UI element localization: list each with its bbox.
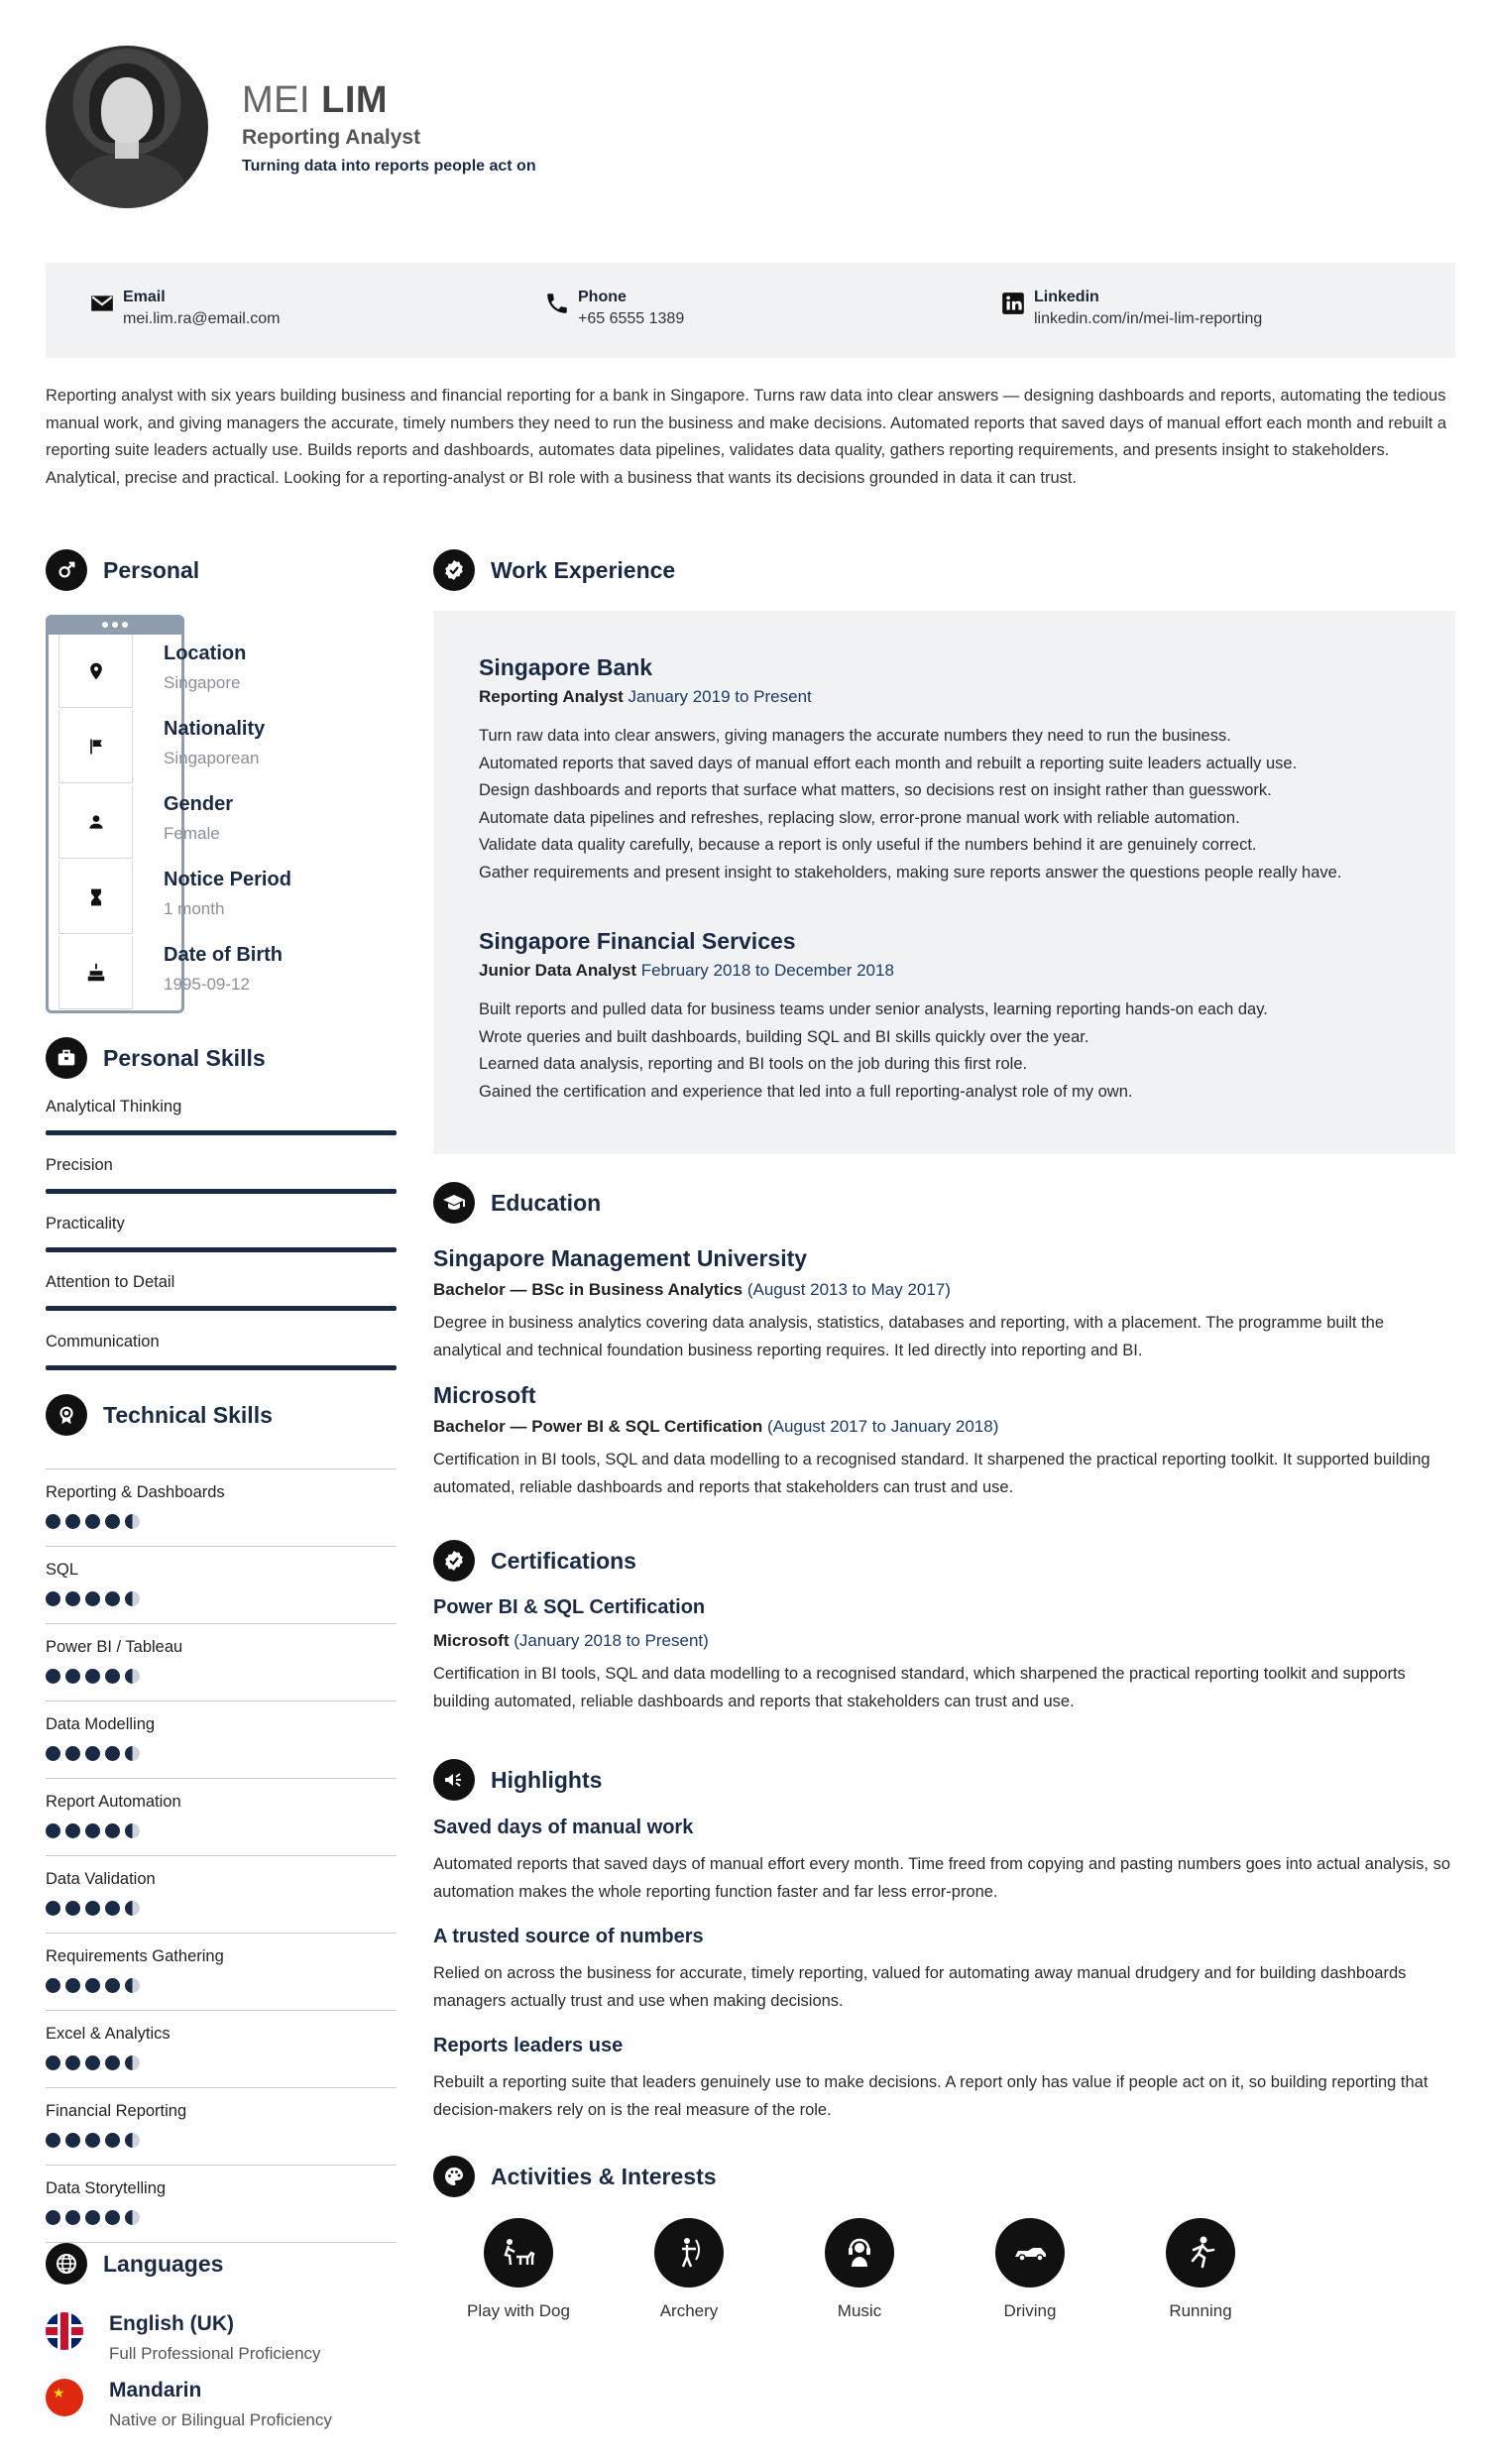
contact-phone[interactable] bbox=[544, 289, 684, 328]
uk-flag-icon bbox=[46, 2312, 83, 2350]
job-bullet: Learned data analysis, reporting and BI tools on the job during this first role. bbox=[479, 1055, 1028, 1073]
technical-skill-item bbox=[46, 1546, 397, 1606]
personal-label: Date of Birth bbox=[164, 944, 283, 966]
personal-value: Female bbox=[164, 824, 220, 843]
rating-dot bbox=[85, 1591, 100, 1606]
rating-dot bbox=[46, 1591, 60, 1606]
full-name bbox=[242, 78, 536, 122]
flag-icon bbox=[58, 710, 133, 783]
rating-dot bbox=[105, 1669, 120, 1684]
job-bullet: Design dashboards and reports that surface what matters, so decisions rest on insight rather than guesswork. bbox=[479, 781, 1272, 799]
rating-dot bbox=[105, 1746, 120, 1761]
rating-dot bbox=[46, 2055, 60, 2070]
rating-dot bbox=[65, 2133, 80, 2148]
personal-notice-period bbox=[164, 869, 291, 919]
last-name: LIM bbox=[321, 79, 389, 121]
rating-dot bbox=[46, 1746, 60, 1761]
degree: Bachelor — BSc in Business Analytics bbox=[433, 1280, 744, 1299]
hourglass-icon bbox=[58, 861, 133, 934]
skill-rating bbox=[46, 2210, 397, 2225]
skill-name: Requirements Gathering bbox=[46, 1947, 224, 1965]
skill-rating bbox=[46, 1746, 397, 1761]
interest-label: Archery bbox=[659, 2301, 719, 2320]
rating-dot bbox=[46, 1978, 60, 1993]
contact-linkedin[interactable] bbox=[1000, 289, 1262, 328]
rating-dot bbox=[125, 1669, 140, 1684]
interest-item bbox=[459, 2218, 578, 2321]
certification-description: Certification in BI tools, SQL and data modelling to a recognised standard, which sharpened the practical reporting toolkit and supports building automated, reliable dashboards and reports that stakeholders can trust and use. bbox=[433, 1665, 1406, 1710]
section-heading: Technical Skills bbox=[103, 1401, 273, 1428]
section-heading: Education bbox=[491, 1189, 602, 1216]
section-heading: Highlights bbox=[491, 1766, 603, 1793]
skill-rating bbox=[46, 1591, 397, 1606]
rating-dot bbox=[46, 1514, 60, 1529]
language-item bbox=[46, 2379, 332, 2430]
skill-rating bbox=[46, 1669, 397, 1684]
personal-value: 1 month bbox=[164, 899, 225, 918]
certificate-badge-icon bbox=[433, 1540, 475, 1582]
rating-dot bbox=[85, 1823, 100, 1838]
highlight-description: Relied on across the business for accurate, timely reporting, valued for automating away manual drudgery and for building dashboards managers actually trust and use when making decisions. bbox=[433, 1964, 1407, 2010]
email-label: Email bbox=[123, 289, 166, 305]
section-heading: Languages bbox=[103, 2250, 224, 2277]
linkedin-label: Linkedin bbox=[1034, 289, 1099, 305]
job-bullet: Validate data quality carefully, because a report is only useful if the numbers behind it are genuinely correct. bbox=[479, 836, 1257, 854]
personal-value: Singaporean bbox=[164, 749, 260, 767]
language-name: English (UK) bbox=[109, 2312, 234, 2335]
school-name: Singapore Management University bbox=[433, 1245, 808, 1271]
degree: Bachelor — Power BI & SQL Certification bbox=[433, 1417, 763, 1436]
personal-skill-item bbox=[46, 1273, 397, 1311]
interest-item bbox=[800, 2218, 919, 2321]
rating-dot bbox=[65, 1591, 80, 1606]
rating-dot bbox=[85, 1901, 100, 1916]
rating-dot bbox=[65, 1978, 80, 1993]
highlight-item bbox=[433, 1817, 1455, 1906]
car-icon bbox=[995, 2218, 1065, 2288]
job-bullet: Wrote queries and built dashboards, building SQL and BI skills quickly over the year. bbox=[479, 1027, 1089, 1046]
skill-name: Data Modelling bbox=[46, 1715, 156, 1733]
highlight-item bbox=[433, 2035, 1455, 2124]
rating-dot bbox=[105, 2210, 120, 2225]
tagline: Turning data into reports people act on bbox=[242, 158, 536, 175]
technical-skill-item bbox=[46, 2165, 397, 2225]
technical-skill-item bbox=[46, 1468, 397, 1529]
skill-name: Precision bbox=[46, 1156, 113, 1174]
phone-icon bbox=[544, 291, 570, 316]
section-heading: Personal bbox=[103, 556, 200, 583]
job-bullet: Automated reports that saved days of manual effort each month and rebuilt a reporting suite leaders actually use. bbox=[479, 754, 1298, 772]
rating-dot bbox=[85, 1978, 100, 1993]
skill-rating bbox=[46, 1514, 397, 1529]
skill-bar bbox=[46, 1189, 397, 1194]
job-entry bbox=[479, 928, 1421, 1106]
education-section-title bbox=[433, 1182, 601, 1224]
work-experience-panel bbox=[433, 611, 1455, 1154]
certifications-section-title bbox=[433, 1540, 636, 1582]
rating-dot bbox=[105, 1901, 120, 1916]
interest-label: Driving bbox=[1003, 2301, 1057, 2320]
profile-summary: Reporting analyst with six years building business and financial reporting for a bank in Singapore. Turns raw data into clear answers — designing dashboards and reports, automating the tedious manual work, and giving managers the accurate, timely numbers they need to run the business and make decisions. Automated reports that saved days of manual effort each month and rebuilt a reporting suite leaders actually use. Builds reports and dashboards, automates data pipelines, validates data quality, gathers reporting requirements, and presents insight to stakeholders. Analytical, precise and practical. Looking for a reporting-analyst or BI role with a business that wants its decisions grounded in data it can trust. bbox=[46, 387, 1447, 487]
rating-dot bbox=[85, 1514, 100, 1529]
skill-name: SQL bbox=[46, 1561, 79, 1579]
rating-dot bbox=[125, 1901, 140, 1916]
rating-dot bbox=[125, 1591, 140, 1606]
job-title: Reporting Analyst bbox=[479, 687, 624, 706]
rating-dot bbox=[46, 1901, 60, 1916]
skill-name: Communication bbox=[46, 1333, 160, 1350]
skill-rating bbox=[46, 1901, 397, 1916]
skill-bar bbox=[46, 1365, 397, 1370]
contact-bar bbox=[46, 263, 1455, 358]
interest-item bbox=[971, 2218, 1089, 2321]
first-name: MEI bbox=[242, 79, 311, 121]
company-name: Singapore Bank bbox=[479, 654, 653, 680]
technical-skill-item bbox=[46, 1701, 397, 1761]
languages-section-title bbox=[46, 2243, 223, 2285]
rating-dot bbox=[105, 2133, 120, 2148]
language-level: Full Professional Proficiency bbox=[109, 2344, 321, 2363]
rating-dot bbox=[65, 2055, 80, 2070]
skill-name: Analytical Thinking bbox=[46, 1098, 182, 1115]
resume-header bbox=[46, 46, 536, 208]
rating-dot bbox=[65, 1669, 80, 1684]
skill-rating bbox=[46, 1978, 397, 1993]
personal-label: Gender bbox=[164, 793, 234, 815]
skill-name: Reporting & Dashboards bbox=[46, 1483, 225, 1501]
personal-skill-item bbox=[46, 1333, 397, 1370]
rating-dot bbox=[125, 1978, 140, 1993]
rating-dot bbox=[105, 1978, 120, 1993]
skill-rating bbox=[46, 2055, 397, 2070]
skill-name: Data Validation bbox=[46, 1870, 156, 1888]
archery-icon bbox=[654, 2218, 724, 2288]
personal-skill-item bbox=[46, 1215, 397, 1252]
verified-badge-icon bbox=[433, 549, 475, 591]
rating-dot bbox=[85, 2055, 100, 2070]
rating-dot bbox=[65, 1746, 80, 1761]
rating-dot bbox=[105, 2055, 120, 2070]
skill-rating bbox=[46, 2133, 397, 2148]
personal-dob bbox=[164, 944, 283, 995]
rating-dot bbox=[105, 1591, 120, 1606]
email-icon bbox=[89, 291, 115, 316]
rating-dot bbox=[85, 2210, 100, 2225]
rating-dot bbox=[125, 1823, 140, 1838]
interest-label: Running bbox=[1169, 2301, 1232, 2320]
personal-value: 1995-09-12 bbox=[164, 975, 250, 994]
rating-dot bbox=[65, 1514, 80, 1529]
interest-item bbox=[629, 2218, 748, 2321]
highlight-title: A trusted source of numbers bbox=[433, 1926, 704, 1947]
personal-skill-item bbox=[46, 1098, 397, 1135]
education-description: Degree in business analytics covering data analysis, statistics, databases and reporting, with a placement. The programme built the analytical and technical foundation business reporting requires. It led directly into reporting and BI. bbox=[433, 1314, 1385, 1359]
language-level: Native or Bilingual Proficiency bbox=[109, 2410, 332, 2429]
rating-dot bbox=[46, 1669, 60, 1684]
dog-icon bbox=[484, 2218, 553, 2288]
award-icon bbox=[46, 1394, 87, 1436]
skill-name: Report Automation bbox=[46, 1793, 181, 1811]
work-section-title bbox=[433, 549, 675, 591]
china-flag-icon: ★ bbox=[46, 2379, 83, 2416]
personal-section-title bbox=[46, 549, 199, 591]
language-item bbox=[46, 2312, 321, 2364]
panel-tab bbox=[46, 615, 184, 635]
rating-dot bbox=[46, 2210, 60, 2225]
personal-skill-item bbox=[46, 1156, 397, 1194]
job-dates: February 2018 to December 2018 bbox=[640, 961, 894, 980]
education-entry bbox=[433, 1245, 1455, 1364]
skill-name: Excel & Analytics bbox=[46, 2025, 171, 2043]
section-heading: Work Experience bbox=[491, 556, 676, 583]
personal-value: Singapore bbox=[164, 673, 241, 692]
rating-dot bbox=[85, 1746, 100, 1761]
technical-skill-item bbox=[46, 2010, 397, 2070]
contact-email[interactable] bbox=[89, 289, 280, 328]
briefcase-icon bbox=[46, 1037, 87, 1079]
job-title: Junior Data Analyst bbox=[479, 961, 637, 980]
globe-icon bbox=[46, 2243, 87, 2285]
certification-entry bbox=[433, 1596, 1455, 1715]
rating-dot bbox=[46, 2133, 60, 2148]
personal-nationality bbox=[164, 718, 265, 768]
education-dates: (August 2017 to January 2018) bbox=[766, 1417, 999, 1436]
job-bullet: Gained the certification and experience that led into a full reporting-analyst role of my own. bbox=[479, 1082, 1133, 1101]
section-heading: Certifications bbox=[491, 1547, 636, 1574]
profile-photo bbox=[46, 46, 208, 208]
interest-item bbox=[1141, 2218, 1260, 2321]
technical-skill-item bbox=[46, 1623, 397, 1684]
phone-label: Phone bbox=[578, 289, 627, 305]
skill-bar bbox=[46, 1130, 397, 1135]
highlight-description: Automated reports that saved days of manual effort every month. Time freed from copying and pasting numbers goes into actual analysis, so automation makes the whole reporting function faster and far less error-prone. bbox=[433, 1855, 1450, 1901]
rating-dot bbox=[125, 1746, 140, 1761]
language-name: Mandarin bbox=[109, 2379, 202, 2402]
job-dates: January 2019 to Present bbox=[628, 687, 812, 706]
interests-section-title bbox=[433, 2156, 717, 2197]
running-icon bbox=[1166, 2218, 1235, 2288]
rating-dot bbox=[105, 1823, 120, 1838]
location-pin-icon bbox=[58, 635, 133, 708]
birthday-cake-icon bbox=[58, 936, 133, 1009]
email-value[interactable]: mei.lim.ra@email.com bbox=[123, 310, 281, 327]
palette-icon bbox=[433, 2156, 475, 2197]
certification-dates: (January 2018 to Present) bbox=[514, 1631, 709, 1650]
rating-dot bbox=[125, 2133, 140, 2148]
rating-dot bbox=[46, 1823, 60, 1838]
technical-skill-item bbox=[46, 1933, 397, 1993]
section-heading: Activities & Interests bbox=[491, 2163, 717, 2189]
rating-dot bbox=[65, 1901, 80, 1916]
personal-label: Notice Period bbox=[164, 869, 291, 890]
music-icon bbox=[825, 2218, 894, 2288]
rating-dot bbox=[65, 2210, 80, 2225]
rating-dot bbox=[125, 2055, 140, 2070]
education-dates: (August 2013 to May 2017) bbox=[746, 1280, 951, 1299]
rating-dot bbox=[125, 1514, 140, 1529]
personal-location bbox=[164, 643, 246, 693]
company-name: Singapore Financial Services bbox=[479, 928, 796, 954]
technical-skill-item bbox=[46, 1855, 397, 1916]
interest-label: Music bbox=[837, 2301, 882, 2320]
job-bullets bbox=[479, 997, 1421, 1106]
rating-dot bbox=[85, 1669, 100, 1684]
skill-name: Financial Reporting bbox=[46, 2102, 187, 2120]
personal-label: Nationality bbox=[164, 718, 266, 740]
job-bullets bbox=[479, 723, 1421, 886]
rating-dot bbox=[65, 1823, 80, 1838]
skill-name: Power BI / Tableau bbox=[46, 1638, 183, 1656]
skill-bar bbox=[46, 1247, 397, 1252]
technical-skill-item bbox=[46, 2087, 397, 2148]
job-entry bbox=[479, 654, 1421, 886]
graduation-cap-icon bbox=[433, 1182, 475, 1224]
school-name: Microsoft bbox=[433, 1382, 536, 1408]
job-bullet: Turn raw data into clear answers, giving managers the accurate numbers they need to run the business. bbox=[479, 727, 1231, 745]
personal-label: Location bbox=[164, 643, 247, 664]
education-description: Certification in BI tools, SQL and data modelling to a recognised standard. It sharpened the practical reporting toolkit. It supported building automated, reliable dashboards and reports that stakeholders can trust and use. bbox=[433, 1451, 1430, 1496]
personal-skills-section-title bbox=[46, 1037, 266, 1079]
skill-bar bbox=[46, 1306, 397, 1311]
section-heading: Personal Skills bbox=[103, 1044, 266, 1071]
rating-dot bbox=[105, 1514, 120, 1529]
skill-rating bbox=[46, 1823, 397, 1838]
job-title: Reporting Analyst bbox=[242, 126, 421, 149]
job-bullet: Gather requirements and present insight to stakeholders, making sure reports answer the questions people really have. bbox=[479, 863, 1342, 881]
skill-name: Data Storytelling bbox=[46, 2179, 167, 2197]
rating-dot bbox=[85, 2133, 100, 2148]
certification-issuer: Microsoft bbox=[433, 1631, 510, 1650]
education-entry bbox=[433, 1382, 1455, 1501]
job-bullet: Built reports and pulled data for business teams under senior analysts, learning reporting hands-on each day. bbox=[479, 1000, 1268, 1018]
job-bullet: Automate data pipelines and refreshes, replacing slow, error-prone manual work with reliable automation. bbox=[479, 808, 1240, 827]
technical-skill-item bbox=[46, 1778, 397, 1838]
phone-value[interactable]: +65 6555 1389 bbox=[578, 310, 685, 327]
rating-dot bbox=[125, 2210, 140, 2225]
skill-name: Attention to Detail bbox=[46, 1273, 175, 1291]
skill-name: Practicality bbox=[46, 1215, 125, 1232]
interest-label: Play with Dog bbox=[467, 2301, 570, 2320]
certification-name: Power BI & SQL Certification bbox=[433, 1596, 706, 1618]
technical-skills-section-title bbox=[46, 1394, 273, 1436]
highlight-title: Saved days of manual work bbox=[433, 1817, 694, 1838]
highlight-item bbox=[433, 1926, 1455, 2015]
gender-symbol-icon bbox=[46, 549, 87, 591]
highlight-title: Reports leaders use bbox=[433, 2035, 624, 2056]
linkedin-icon bbox=[1000, 291, 1026, 316]
linkedin-value[interactable]: linkedin.com/in/mei-lim-reporting bbox=[1034, 310, 1263, 327]
highlights-section-title bbox=[433, 1759, 602, 1801]
personal-gender bbox=[164, 793, 233, 844]
person-icon bbox=[58, 785, 133, 859]
highlight-description: Rebuilt a reporting suite that leaders genuinely use to make decisions. A report only has value if people act on it, so building reporting that decision-makers rely on is the real measure of the role. bbox=[433, 2073, 1429, 2119]
megaphone-icon bbox=[433, 1759, 475, 1801]
